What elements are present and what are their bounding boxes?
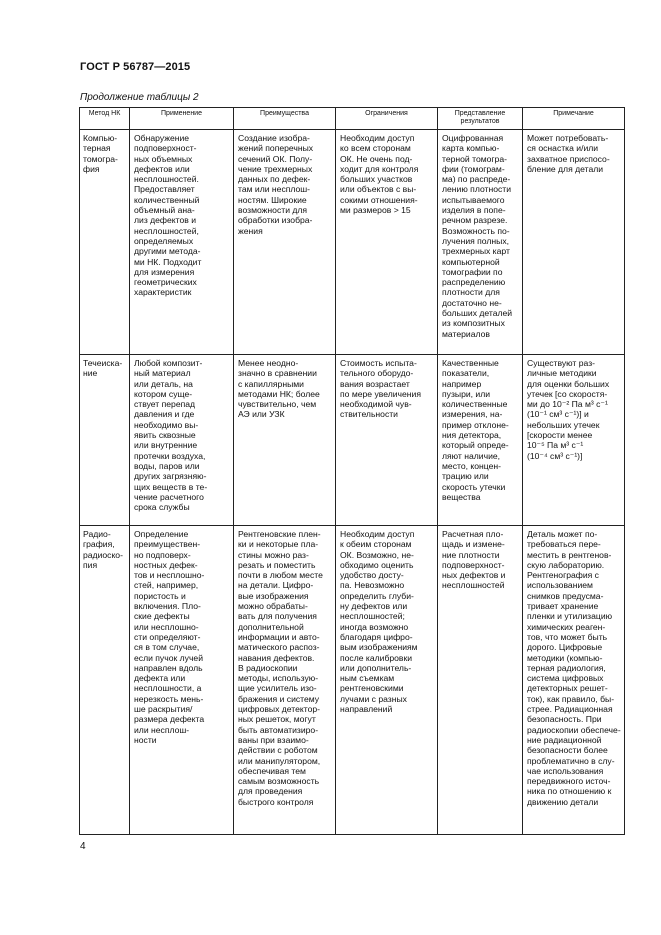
cell-text-line: давления и где (134, 409, 195, 420)
cell-text-line: терная радиология, (527, 662, 606, 673)
cell-text-line: ходит для контроля (340, 163, 419, 174)
cell-text-line: самым возможность (238, 776, 320, 787)
cell-text-line: иногда возможно (340, 621, 409, 632)
cell-text-line: измерения, на- (442, 409, 503, 420)
cell-text-line: вещества (442, 491, 481, 502)
cell-text-line: методы, использую- (238, 673, 319, 684)
cell-text-line: дефекта или (134, 673, 186, 684)
cell-text-line: после калибровки (340, 652, 413, 663)
cell-text-line: подповерхност- (134, 143, 197, 154)
cell-results (438, 130, 523, 355)
cell-text-line: лиз дефектов и (134, 215, 197, 226)
cell-text-line: Радио- (83, 529, 111, 539)
cell-text-line: или деталь, на (134, 378, 193, 389)
cell-text-line: обработки изобра- (238, 215, 313, 226)
cell-text-line: обеспечивая тем (238, 765, 306, 776)
cell-text-line: быть автоматизиро- (238, 724, 319, 735)
cell-text-line: ностям. Широкие (238, 194, 307, 205)
cell-text-line: Стоимость испыта- (340, 358, 417, 368)
cell-text-line: ОК. Возможно, не- (340, 549, 414, 560)
cell-text-line: требоваться пере- (527, 539, 601, 550)
cell-text-line: ми размеров > 15 (340, 205, 411, 216)
cell-notes (523, 130, 625, 355)
cell-text-line: срока службы (134, 502, 190, 513)
cell-text-line: ных объемных (134, 153, 193, 164)
cell-text-line: вым изображениям (340, 642, 418, 653)
document-id: ГОСТ Р 56787—2015 (80, 61, 191, 73)
cell-text-line: ный материал (134, 368, 191, 379)
cell-text-line: дополнительной (238, 621, 304, 632)
cell-text-line: или несплошно- (134, 621, 199, 632)
cell-text-line: ным съемкам (340, 673, 395, 684)
cell-text-line: определить глуби- (340, 590, 414, 601)
cell-text-line: по мере увеличения (340, 388, 421, 399)
cell-text-line: удобство досту- (340, 570, 404, 581)
cell-text-line: рентгеновскими (340, 683, 404, 694)
cell-text-line: тривает хранение (527, 601, 599, 612)
cell-method (80, 526, 130, 835)
cell-text-line: почти в любом месте (238, 570, 323, 581)
cell-text-line: радиоско- (83, 549, 123, 560)
cell-text-line: пример отклоне- (442, 419, 509, 430)
cell-text-line: лучами с разных (340, 693, 407, 704)
cell-text-line: обходимо оценить (340, 559, 414, 570)
cell-text-line: ми до 10⁻² Па м³ с⁻¹ (527, 399, 608, 410)
cell-text-line: Необходим доступ (340, 529, 415, 539)
cell-text-line: пленки и утилизацию (527, 611, 613, 622)
column-header-line: Примечание (553, 110, 594, 117)
cell-text-line: вые изображения (238, 590, 309, 601)
cell-application (130, 526, 234, 835)
cell-text-line: пия (83, 559, 98, 570)
cell-text-line: или объектов с вы- (340, 184, 417, 195)
cell-text-line: Возможность по- (442, 225, 510, 236)
cell-text-line: методики (компью- (527, 652, 603, 663)
cell-text-line: определяемых (134, 235, 194, 246)
cell-text-line: дефектов или (134, 163, 190, 174)
cell-text-line: несплошностей. (134, 174, 199, 185)
cell-text-line: АЭ или УЗК (238, 409, 285, 420)
cell-text-line: несплошностей; (340, 611, 405, 622)
cell-text-line: Обнаружение (134, 133, 190, 143)
cell-text-line: ся в том случае, (134, 642, 200, 653)
cell-text-line: но подповерх- (134, 549, 191, 560)
cell-text-line: радиоскопии обеспече- (527, 724, 621, 735)
cell-results (438, 355, 523, 526)
cell-text-line: Менее неодно- (238, 358, 299, 368)
cell-text-line: па. Невозможно (340, 580, 405, 591)
cell-text-line: информации и авто- (238, 631, 320, 642)
cell-text-line: [скорости менее (527, 430, 593, 441)
table-caption: Продолжение таблицы 2 (80, 92, 199, 103)
cell-text-line: использованием (527, 580, 593, 591)
cell-method (80, 355, 130, 526)
cell-text-line: Оцифрованная (442, 133, 504, 143)
cell-text-line: Определение (134, 529, 189, 539)
column-header-line: результатов (460, 118, 500, 125)
cell-text-line: скую лабораторию. (527, 559, 605, 570)
column-header-advantages (234, 108, 336, 130)
cell-text-line: ния детектора, (442, 430, 502, 441)
cell-text-line: явить сквозные (134, 430, 196, 441)
cell-text-line: навания дефектов. (238, 652, 315, 663)
cell-text-line: трехмерных карт (442, 246, 510, 257)
cell-text-line: ские дефекты (134, 611, 190, 622)
cell-text-line: больших деталей (442, 308, 513, 319)
cell-text-line: Рентгенография с (527, 570, 599, 581)
cell-text-line: безопасность. При (527, 714, 602, 725)
cell-text-line: ОК. Не очень под- (340, 153, 413, 164)
cell-text-line: несплошности, а (134, 683, 202, 694)
cell-text-line: размера дефекта (134, 714, 205, 725)
cell-text-line: с капиллярными (238, 378, 304, 389)
cell-text-line: ми НК. Подходит (134, 256, 202, 267)
cell-text-line: геометрических (134, 277, 197, 288)
cell-text-line: Расчетная пло- (442, 529, 504, 539)
cell-text-line: Любой композит- (134, 358, 203, 368)
cell-text-line: безопасности более (527, 745, 608, 756)
cell-text-line: (10⁻¹ см³ с⁻¹)] и (527, 409, 589, 420)
cell-advantages (234, 526, 336, 835)
cell-text-line: терная (83, 143, 111, 154)
cell-text-line: В радиоскопии (238, 662, 298, 673)
cell-method (80, 130, 130, 355)
cell-text-line: направлен вдоль (134, 662, 203, 673)
cell-text-line: стей, например, (134, 580, 199, 591)
cell-text-line: сокими отношения- (340, 194, 418, 205)
table-header-row (80, 108, 625, 130)
cell-text-line: система цифровых (527, 673, 604, 684)
cell-text-line: из композитных (442, 318, 505, 329)
cell-text-line: движению детали (527, 796, 599, 807)
cell-text-line: томографии по (442, 266, 503, 277)
cell-text-line: данных по дефек- (238, 174, 311, 185)
cell-text-line: необходимой чув- (340, 399, 412, 410)
cell-text-line: для оценки больших (527, 378, 610, 389)
cell-text-line: ваны при взаимо- (238, 734, 309, 745)
cell-advantages (234, 130, 336, 355)
cell-text-line: Деталь может по- (527, 529, 598, 539)
cell-text-line: объемный ана- (134, 205, 195, 216)
cell-text-line: к обеим сторонам (340, 539, 412, 550)
cell-text-line: карта компью- (442, 143, 500, 154)
table-row (80, 526, 625, 835)
cell-text-line: передвижного источ- (527, 776, 611, 787)
cell-text-line: например (442, 378, 482, 389)
column-header-limitations (336, 108, 438, 130)
cell-text-line: Создание изобра- (238, 133, 310, 143)
cell-text-line: ток), как правило, бы- (527, 693, 615, 704)
cell-text-line: ние плотности (442, 549, 500, 560)
cell-text-line: местить в рентгенов- (527, 549, 612, 560)
cell-text-line: ма) по распреде- (442, 174, 511, 185)
cell-text-line: или внутренние (134, 440, 198, 451)
cell-notes (523, 526, 625, 835)
column-header-method (80, 108, 130, 130)
cell-text-line: бление для детали (527, 163, 604, 174)
cell-text-line: ко всем сторонам (340, 143, 411, 154)
cell-limitations (336, 355, 438, 526)
cell-text-line: стины можно раз- (238, 549, 309, 560)
cell-text-line: компьютерной (442, 256, 500, 267)
cell-text-line: тов, что может быть (527, 631, 608, 642)
cell-text-line: благодаря цифро- (340, 631, 413, 642)
cell-limitations (336, 130, 438, 355)
cell-text-line: щадь и измене- (442, 539, 505, 550)
cell-text-line: Предоставляет (134, 184, 195, 195)
cell-text-line: другими метода- (134, 246, 201, 257)
cell-text-line: если пучок лучей (134, 652, 204, 663)
cell-text-line: подповерхност- (442, 559, 505, 570)
cell-text-line: Компью- (83, 133, 118, 143)
cell-text-line: личные методики (527, 368, 597, 379)
cell-text-line: лучения полных, (442, 235, 510, 246)
cell-text-line: ных решеток, могут (238, 714, 316, 725)
cell-text-line: чение трехмерных (238, 163, 313, 174)
methods-table (79, 107, 625, 835)
cell-text-line: ника по отношению к (527, 786, 612, 797)
cell-text-line: количественный (134, 194, 200, 205)
cell-text-line: несплошностей (442, 580, 505, 591)
cell-text-line: графия, (83, 539, 115, 550)
cell-text-line: щих веществ в те- (134, 481, 208, 492)
cell-text-line: ки и некоторые пла- (238, 539, 319, 550)
cell-text-line: пористость и (134, 590, 186, 601)
cell-text-line: жения (238, 225, 263, 236)
cell-text-line: изделия в попе- (442, 205, 506, 216)
cell-text-line: тов и несплошно- (134, 570, 205, 581)
cell-text-line: чае использования (527, 765, 604, 776)
cell-text-line: испытываемого (442, 194, 505, 205)
cell-text-line: чение расчетного (134, 491, 204, 502)
cell-text-line: котором суще- (134, 388, 193, 399)
cell-text-line: или несплош- (134, 724, 190, 735)
cell-text-line: плотности для (442, 287, 500, 298)
cell-text-line: направлений (340, 704, 393, 715)
cell-text-line: ние (83, 368, 98, 379)
cell-text-line: (10⁻⁴ см³ с⁻¹)] (527, 450, 583, 461)
cell-text-line: можно обрабаты- (238, 601, 308, 612)
cell-text-line: дорого. Цифровые (527, 642, 603, 653)
cell-text-line: терной томогра- (442, 153, 507, 164)
cell-text-line: несплошностей, (134, 225, 199, 236)
cell-text-line: который опреде- (442, 440, 509, 451)
cell-application (130, 130, 234, 355)
cell-text-line: необходимо вы- (134, 419, 199, 430)
cell-text-line: Течеиска- (83, 358, 123, 368)
cell-text-line: фии (томограм- (442, 163, 505, 174)
cell-text-line: для проведения (238, 786, 303, 797)
column-header-line: Представление (454, 110, 506, 117)
cell-text-line: томогра- (83, 153, 118, 164)
cell-text-line: щие усилитель изо- (238, 683, 317, 694)
cell-text-line: захватное приспосо- (527, 153, 610, 164)
cell-text-line: протечки воздуха, (134, 450, 206, 461)
cell-text-line: чувствительно, чем (238, 399, 317, 410)
cell-text-line: возможности для (238, 205, 308, 216)
cell-text-line: там или несплош- (238, 184, 311, 195)
cell-text-line: быстрого контроля (238, 796, 314, 807)
cell-application (130, 355, 234, 526)
cell-text-line: сечений ОК. Полу- (238, 153, 313, 164)
cell-text-line: вания возрастает (340, 378, 410, 389)
cell-text-line: ляют наличие, (442, 450, 501, 461)
column-header-line: Преимущества (260, 110, 309, 117)
cell-text-line: место, концен- (442, 460, 501, 471)
cell-text-line: ных дефектов и (442, 570, 506, 581)
column-header-line: Метод НК (88, 110, 121, 117)
cell-text-line: Существуют раз- (527, 358, 596, 368)
column-header-application (130, 108, 234, 130)
cell-text-line: ностных дефек- (134, 559, 198, 570)
cell-text-line: материалов (442, 328, 490, 339)
cell-text-line: жений поперечных (238, 143, 314, 154)
cell-text-line: распределению (442, 277, 506, 288)
cell-text-line: цифровых детектор- (238, 704, 321, 715)
cell-advantages (234, 355, 336, 526)
cell-text-line: резать и поместить (238, 559, 316, 570)
cell-text-line: небольших утечек (527, 419, 600, 430)
cell-text-line: Рентгеновские плен- (238, 529, 321, 539)
column-header-notes (523, 108, 625, 130)
cell-text-line: Качественные (442, 358, 499, 368)
cell-text-line: количественные (442, 399, 508, 410)
cell-text-line: действии с роботом (238, 745, 318, 756)
table-row (80, 130, 625, 355)
cell-text-line: детекторных решет- (527, 683, 608, 694)
column-header-line: Применение (161, 110, 202, 117)
table-body (80, 130, 625, 835)
cell-text-line: трацию или (442, 471, 489, 482)
cell-text-line: лению плотности (442, 184, 512, 195)
cell-text-line: или дополнитель- (340, 662, 412, 673)
cell-text-line: больших участков (340, 174, 413, 185)
cell-text-line: ше раскрытия/ (134, 704, 193, 715)
cell-text-line: нерезкость мень- (134, 693, 204, 704)
column-header-results (438, 108, 523, 130)
cell-text-line: проблематично в слу- (527, 755, 615, 766)
table-row (80, 355, 625, 526)
cell-text-line: фия (83, 163, 100, 174)
cell-text-line: Может потребовать- (527, 133, 609, 143)
cell-text-line: включения. Пло- (134, 601, 201, 612)
cell-text-line: 10⁻⁵ Па м³ с⁻¹ (527, 440, 584, 451)
cell-text-line: ствует перепад (134, 399, 196, 410)
cell-text-line: других загрязняю- (134, 471, 207, 482)
cell-text-line: показатели, (442, 368, 490, 379)
cell-text-line: вать для получения (238, 611, 317, 622)
cell-text-line: снимков предусма- (527, 590, 604, 601)
cell-text-line: ну дефектов или (340, 601, 408, 612)
cell-text-line: характеристик (134, 287, 192, 298)
cell-text-line: утечек [со скоростя- (527, 388, 608, 399)
cell-text-line: ности (134, 734, 157, 745)
cell-text-line: на детали. Цифро- (238, 580, 314, 591)
page-number: 4 (80, 841, 86, 852)
cell-text-line: ние радиационной (527, 734, 602, 745)
cell-text-line: значно в сравнении (238, 368, 317, 379)
cell-text-line: воды, паров или (134, 460, 200, 471)
cell-limitations (336, 526, 438, 835)
cell-text-line: пузыри, или (442, 388, 491, 399)
cell-text-line: сти определяют- (134, 631, 201, 642)
cell-text-line: матического распоз- (238, 642, 320, 653)
cell-text-line: Необходим доступ (340, 133, 415, 143)
cell-text-line: достаточно не- (442, 297, 502, 308)
cell-text-line: для измерения (134, 266, 195, 277)
cell-text-line: скорость утечки (442, 481, 506, 492)
cell-text-line: ся оснастка и/или (527, 143, 599, 154)
column-header-line: Ограничения (365, 110, 408, 117)
cell-text-line: стрее. Радиационная (527, 704, 613, 715)
cell-text-line: тельного оборудо- (340, 368, 414, 379)
cell-text-line: бражения и систему (238, 693, 320, 704)
cell-text-line: или манипулятором, (238, 755, 321, 766)
cell-results (438, 526, 523, 835)
cell-text-line: ствительности (340, 409, 398, 420)
cell-text-line: преимуществен- (134, 539, 201, 550)
cell-text-line: речном разрезе. (442, 215, 508, 226)
cell-notes (523, 355, 625, 526)
cell-text-line: химических реаген- (527, 621, 606, 632)
cell-text-line: методами НК; более (238, 388, 320, 399)
